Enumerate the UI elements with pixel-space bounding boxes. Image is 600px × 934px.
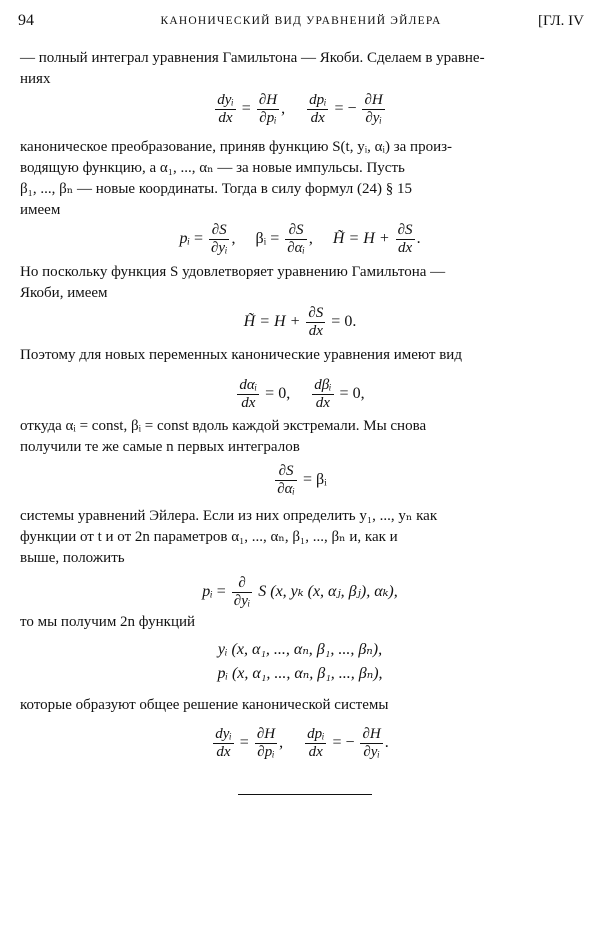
- text-line: — полный интеграл уравнения Гамильтона — Якоби. Сделаем в уравне-: [20, 50, 485, 66]
- fraction: $\frac{\text{dαᵢ}}{dx}$: [239, 377, 258, 411]
- equation-generating-function: pᵢ = $\frac{\partial S}{\text{∂yᵢ}}$ , βᵢ = $\frac{\partial S}{\text{∂αᵢ}}$ , H̃ = H + $\frac{\partial S}{dx}$ .: [179, 222, 421, 256]
- fraction: $\frac{\text{dyᵢ}}{dx}$: [217, 92, 234, 126]
- fraction: $\frac{\partial}{\text{∂yᵢ}}$: [233, 575, 251, 609]
- fraction: $\frac{\partial S}{\text{∂yᵢ}}$: [211, 222, 228, 256]
- equation-canonical-system-final: $\frac{\text{dyᵢ}}{dx}$ = $\frac{\partial H}{\text{∂pᵢ}}$ , $\frac{\text{dpᵢ}}{dx}$ = − $\frac{\partial H}{\text{∂yᵢ}}$ .: [215, 726, 389, 760]
- paragraph-2: [20, 137, 585, 221]
- paragraph-5: [20, 416, 585, 458]
- fraction: $\frac{\partial H}{\text{∂pᵢ}}$: [256, 726, 276, 760]
- equation-first-integrals: $\frac{\partial S}{\text{∂αᵢ}}$ = βᵢ: [277, 463, 327, 497]
- fraction: $\frac{\text{dpᵢ}}{dx}$: [307, 726, 325, 760]
- text-line: имеем: [20, 202, 61, 218]
- fraction: $\frac{\partial H}{\text{∂yᵢ}}$: [364, 92, 383, 126]
- text-line: β₁, ..., βₙ — новые координаты. Тогда в силу формул (24) § 15: [20, 181, 413, 197]
- text-line: функции от t и от 2n параметров α₁, ..., αₙ, β₁, ..., βₙ и, как и: [20, 529, 398, 545]
- running-header: [18, 12, 584, 34]
- text-line: то мы получим 2n функций: [20, 614, 196, 630]
- text-line: откуда αᵢ = const, βᵢ = const вдоль каждой экстремали. Мы снова: [20, 418, 427, 434]
- text-line: Якоби, имеем: [20, 285, 108, 301]
- text-line: каноническое преобразование, приняв функцию S(t, yᵢ, αᵢ) за произ-: [20, 139, 453, 155]
- equation-hamiltonian-zero: H̃ = H + $\frac{\partial S}{dx}$ = 0.: [243, 305, 357, 339]
- text-line: ниях: [20, 71, 51, 87]
- paragraph-6: [20, 506, 585, 569]
- chapter-label: [ГЛ. IV: [537, 13, 584, 29]
- paragraph-8: [20, 695, 585, 716]
- text-line: которые образуют общее решение канонической системы: [20, 697, 389, 713]
- fraction: $\frac{\text{dβᵢ}}{dx}$: [314, 377, 332, 411]
- text-line: Поэтому для новых переменных канонические уравнения имеют вид: [20, 347, 462, 363]
- text-line: выше, положить: [20, 550, 125, 566]
- equation-momenta: pᵢ = $\frac{\partial}{\text{∂yᵢ}}$ S (x, yₖ (x, αⱼ, βⱼ), αₖ),: [202, 575, 398, 609]
- fraction: $\frac{\text{dyᵢ}}{dx}$: [215, 726, 232, 760]
- fraction: $\frac{\partial S}{\text{∂αᵢ}}$: [277, 463, 295, 497]
- fraction: $\frac{\partial S}{dx}$: [397, 222, 413, 256]
- text-line: водящую функцию, а α₁, ..., αₙ — за новые импульсы. Пусть: [20, 160, 405, 176]
- text-line: получили те же самые n первых интегралов: [20, 439, 300, 455]
- running-title: КАНОНИЧЕСКИЙ ВИД УРАВНЕНИЙ ЭЙЛЕРА: [160, 15, 442, 27]
- page-number: 94: [18, 12, 34, 29]
- fraction: $\frac{\partial H}{\text{∂yᵢ}}$: [362, 726, 381, 760]
- paragraph-3: [20, 262, 585, 304]
- fraction: $\frac{\text{dpᵢ}}{dx}$: [309, 92, 327, 126]
- fraction: $\frac{\partial H}{\text{∂pᵢ}}$: [258, 92, 278, 126]
- fraction: $\frac{\partial S}{\text{∂αᵢ}}$: [287, 222, 305, 256]
- fraction: $\frac{\partial S}{dx}$: [308, 305, 324, 339]
- text-line: Но поскольку функция S удовлетворяет уравнению Гамильтона —: [20, 264, 446, 280]
- text-line: системы уравнений Эйлера. Если из них определить y₁, ..., yₙ как: [20, 508, 438, 524]
- section-end-rule: [238, 794, 372, 795]
- paragraph-4: [20, 345, 585, 366]
- equation-canonical-system: $\frac{\text{dyᵢ}}{dx}$ = $\frac{\partial H}{\text{∂pᵢ}}$ , $\frac{\text{dpᵢ}}{dx}$ = − $\frac{\partial H}{\text{∂yᵢ}}$: [217, 92, 383, 126]
- equation-new-variables: $\frac{\text{dαᵢ}}{dx}$ = 0, $\frac{\text{dβᵢ}}{dx}$ = 0,: [239, 377, 365, 411]
- equation-functions-y: yᵢ (x, α₁, ..., αₙ, β₁, ..., βₙ),: [217, 641, 383, 658]
- equation-functions-p: pᵢ (x, α₁, ..., αₙ, β₁, ..., βₙ),: [217, 665, 383, 682]
- paragraph-7: [20, 612, 585, 633]
- paragraph-1: [20, 48, 585, 90]
